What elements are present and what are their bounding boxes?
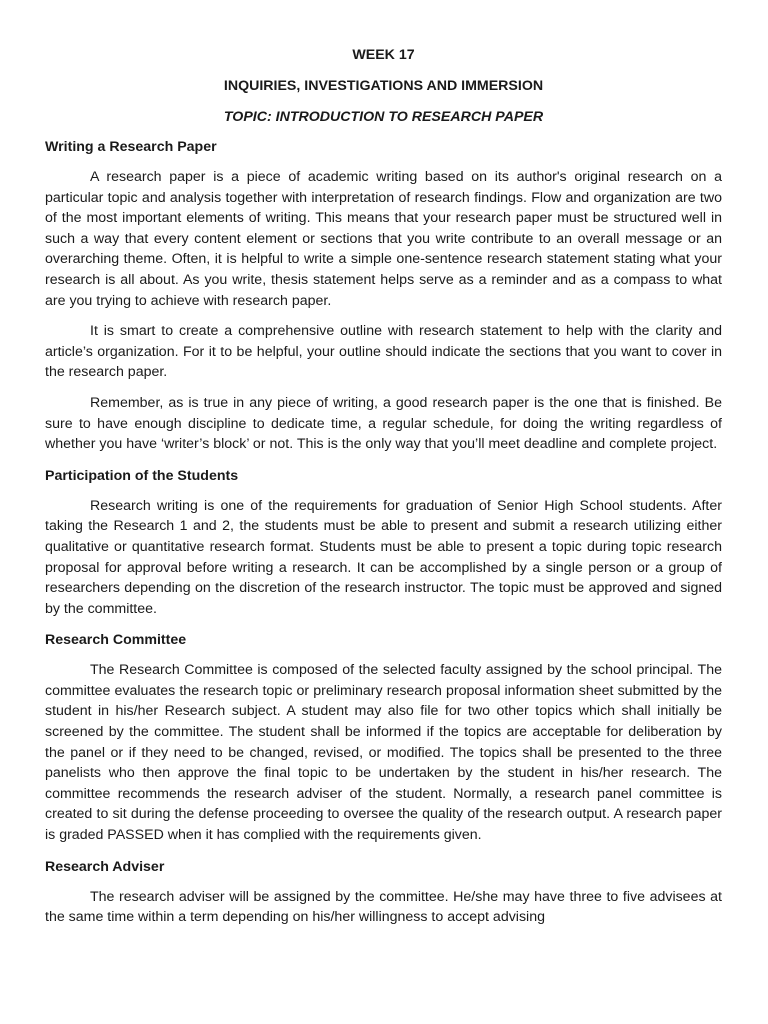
paragraph-writing-3: Remember, as is true in any piece of writing, a good research paper is the one that is finished. Be sure to have enough discipline to dedicate time, a regular schedule, for doing the writing regardless of whether you have ‘writer’s block’ or not. This is the only way that you’ll meet deadline and complete project. [45, 394, 722, 453]
heading-writing-research-paper: Writing a Research Paper [45, 139, 217, 155]
paragraph-committee-1: The Research Committee is composed of the selected faculty assigned by the school principal. The committee evaluates the research topic or preliminary research proposal information sheet submitted by the student in his/her Research subject. A student may also file for two other topics which shall initially be screened by the committee. The student shall be informed if the topics are acceptable for deliberation by the panel or if they need to be changed, revised, or modified. The topics shall be presented to the three panelists who then approve the final topic to be undertaken by the student in his/her research. The committee recommends the research adviser of the student. Normally, a research panel committee is created to sit during the defense proceeding to oversee the quality of the research output. A research paper is graded PASSED when it has complied with the requirements given. [45, 662, 722, 844]
heading-participation: Participation of the Students [45, 467, 239, 484]
unit-title: INQUIRIES, INVESTIGATIONS AND IMMERSION [223, 78, 544, 94]
paragraph-writing-1: A research paper is a piece of academic writing based on its author's original research on a particular topic and analysis together with interpretation of research findings. Flow and organization are two of the most important elements of writing. This means that your research paper must be structured well in such a way that every content element or sections that you write contribute to an overall message or an overarching theme. Often, it is helpful to write a simple one-sentence research statement stating what your research is all about. As you write, thesis statement helps serve as a reminder and as a compass to what are you trying to achieve with research paper. [45, 169, 722, 309]
paragraph-writing-2: It is smart to create a comprehensive outline with research statement to help with the clarity and article’s organization. For it to be helpful, your outline should indicate the sections that you want to cover in the research paper. [45, 323, 722, 381]
paragraph-participation-1: Research writing is one of the requirements for graduation of Senior High School students. After taking the Research 1 and 2, the students must be able to present and submit a research utilizing either qualitative or quantitative research format. Students must be able to present a topic during topic research proposal for approval before writing a research. It can be accomplished by a single person or a group of researchers depending on the discretion of the research instructor. The topic must be approved and signed by the committee. [45, 497, 722, 617]
week-label: WEEK 17 [352, 47, 415, 63]
heading-research-adviser: Research Adviser [45, 858, 165, 875]
document-page [45, 46, 722, 928]
topic-title: TOPIC: INTRODUCTION TO RESEARCH PAPER [223, 109, 544, 125]
paragraph-adviser-1: The research adviser will be assigned by the committee. He/she may have three to five advisees at the same time within a term depending on his/her willingness to accept advising [45, 888, 722, 926]
heading-research-committee: Research Committee [45, 632, 187, 649]
